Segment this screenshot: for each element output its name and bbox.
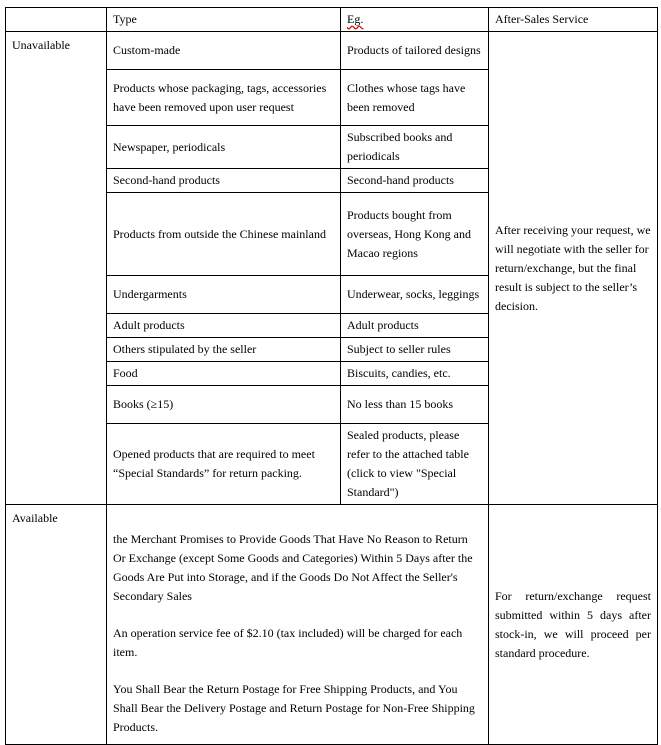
header-type: Type xyxy=(107,8,341,32)
header-eg: Eg. xyxy=(341,8,489,32)
category-available: Available xyxy=(6,505,107,745)
available-service-cell: For return/exchange request submitted within 5 days after stock-in, we will proceed per standard procedure. xyxy=(489,505,658,745)
type-cell: Adult products xyxy=(107,314,341,338)
type-cell: Second-hand products xyxy=(107,169,341,193)
table-row-available xyxy=(6,505,658,745)
eg-cell: Second-hand products xyxy=(341,169,489,193)
eg-cell: Biscuits, candies, etc. xyxy=(341,362,489,386)
available-paragraph-3: You Shall Bear the Return Postage for Free Shipping Products, and You Shall Bear the Delivery Postage and Return Postage for Non-Free Shipping Products. xyxy=(113,682,475,734)
type-cell: Newspaper, periodicals xyxy=(107,126,341,169)
type-cell: Opened products that are required to meet “Special Standards” for return packing. xyxy=(107,424,341,505)
header-blank-cell xyxy=(6,8,107,32)
type-cell: Food xyxy=(107,362,341,386)
header-row xyxy=(6,8,658,32)
eg-cell: Subscribed books and periodicals xyxy=(341,126,489,169)
eg-cell: Clothes whose tags have been removed xyxy=(341,70,489,126)
category-unavailable: Unavailable xyxy=(6,32,107,505)
type-cell: Products from outside the Chinese mainland xyxy=(107,193,341,276)
eg-cell: Subject to seller rules xyxy=(341,338,489,362)
available-description-cell xyxy=(107,505,489,745)
after-sales-table xyxy=(5,7,658,745)
type-cell: Others stipulated by the seller xyxy=(107,338,341,362)
type-cell: Products whose packaging, tags, accessories have been removed upon user request xyxy=(107,70,341,126)
eg-cell: Products of tailored designs xyxy=(341,32,489,70)
available-paragraph-1: the Merchant Promises to Provide Goods That Have No Reason to Return Or Exchange (except Some Goods and Categories) Within 5 Days after the Goods Are Put into Storage, and if the Goods Do Not Affect the Seller's Secondary Sales xyxy=(113,532,473,603)
type-cell: Undergarments xyxy=(107,276,341,314)
eg-cell: No less than 15 books xyxy=(341,386,489,424)
available-paragraph-2: An operation service fee of $2.10 (tax included) will be charged for each item. xyxy=(113,626,463,659)
eg-cell: Adult products xyxy=(341,314,489,338)
type-cell: Custom-made xyxy=(107,32,341,70)
eg-cell: Products bought from overseas, Hong Kong and Macao regions xyxy=(341,193,489,276)
eg-cell: Underwear, socks, leggings xyxy=(341,276,489,314)
header-after-sales-service: After-Sales Service xyxy=(489,8,658,32)
eg-cell: Sealed products, please refer to the attached table (click to view "Special Standard") xyxy=(341,424,489,505)
table-row xyxy=(6,32,658,70)
unavailable-service-cell: After receiving your request, we will negotiate with the seller for return/exchange, but the final result is subject to the seller’s decision. xyxy=(489,32,658,505)
type-cell: Books (≥15) xyxy=(107,386,341,424)
